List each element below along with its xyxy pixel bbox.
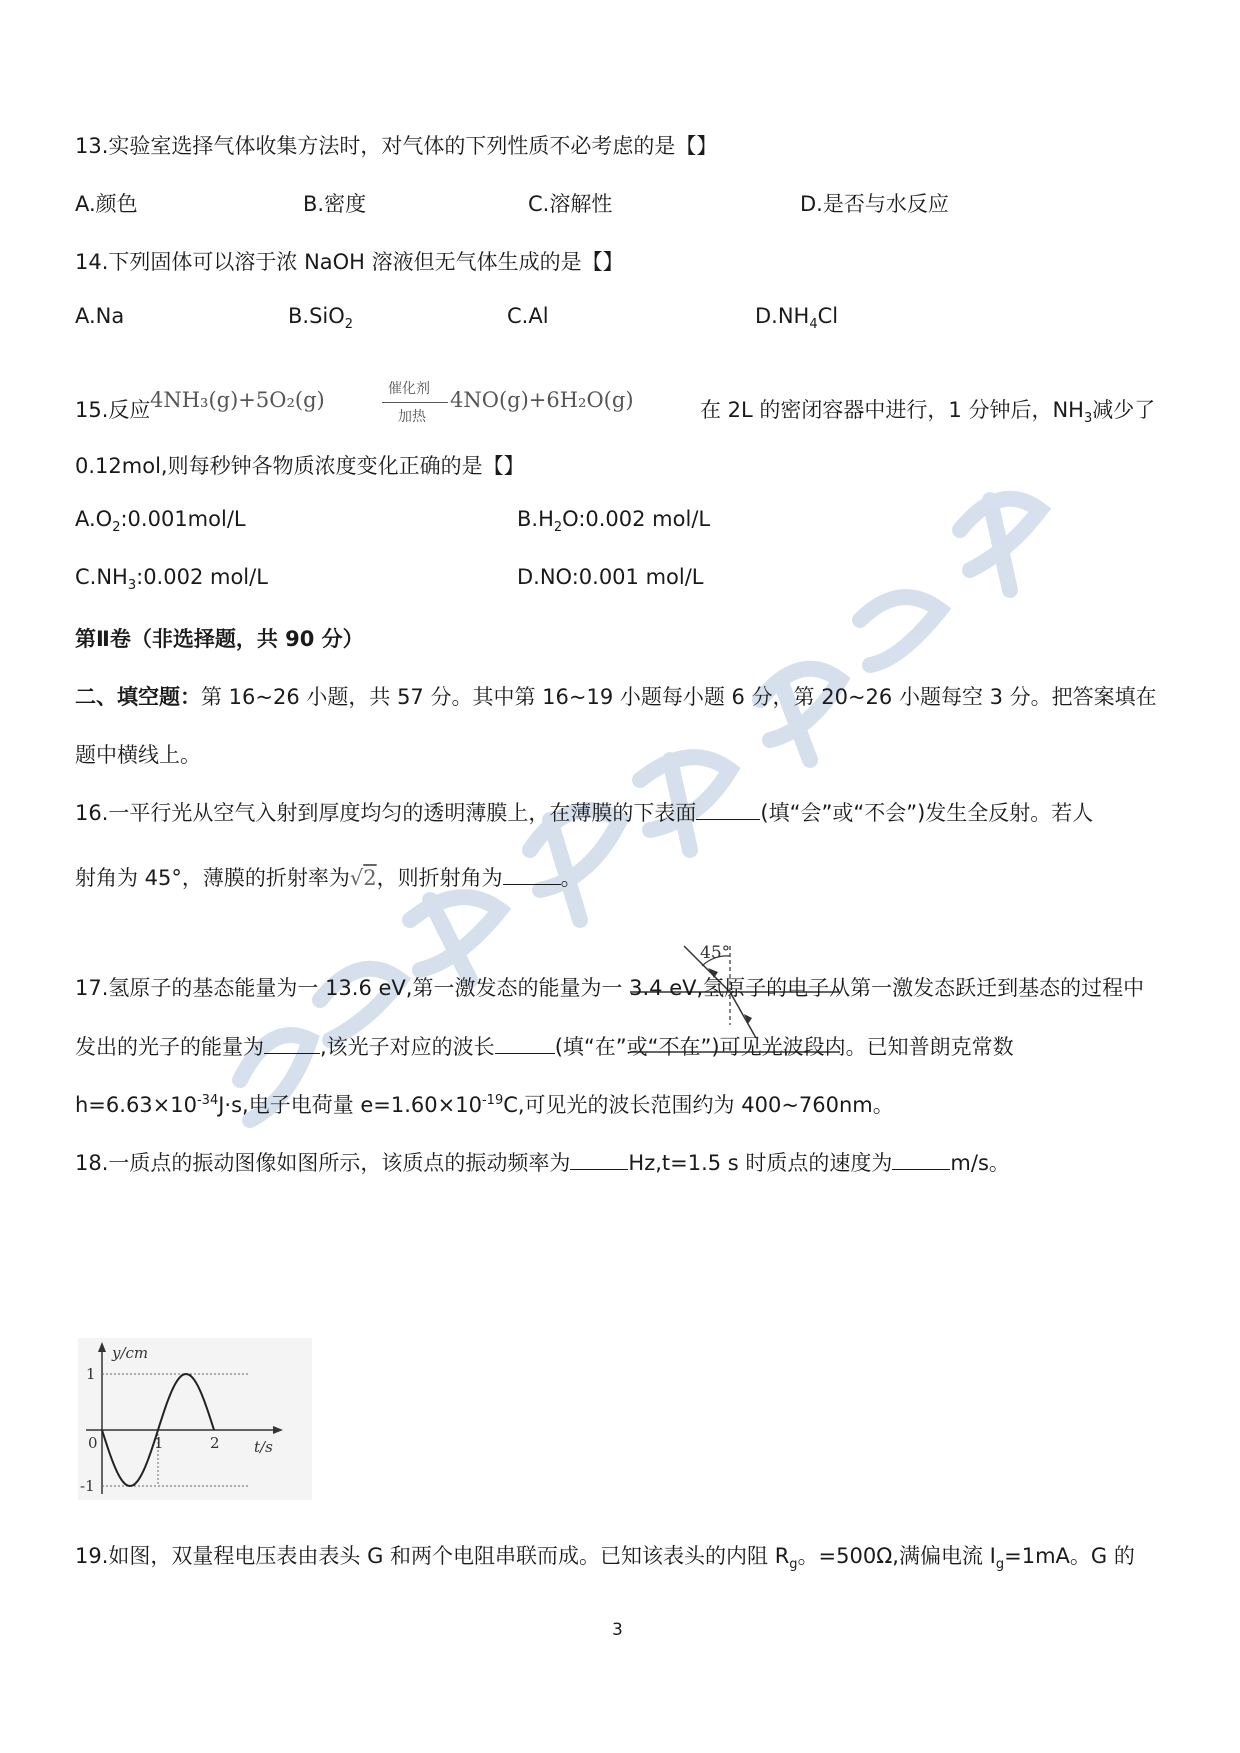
section2-intro: 二、填空题：第 16~26 小题，共 57 分。其中第 16~19 小题每小题 6 分，第 20~26 小题每空 3 分。把答案填在 [75, 685, 1157, 709]
q15-line2: 0.12mol,则每秒钟各物质浓度变化正确的是【】 [75, 454, 525, 478]
q15-option-a: $A.O_2:0.001mol/L$ [75, 507, 246, 536]
oscillation-chart [78, 1338, 312, 1500]
q17-line1: 17.氢原子的基态能量为一 13.6 eV,第一激发态的能量为一 3.4 eV,氢原子的电子从第一激发态跃迁到基态的过程中 [75, 976, 1145, 1000]
page-number: 3 [612, 1620, 623, 1640]
y-tick-1: 1 [86, 1365, 96, 1383]
q14-option-c: C.Al [507, 304, 549, 328]
q15-option-d: D.NO:0.001 mol/L [517, 565, 704, 589]
x-axis-label: t/s [254, 1438, 273, 1456]
q13-option-b: B.密度 [303, 192, 367, 216]
q14-option-b: B.SiO$_2$ [288, 304, 354, 333]
q13-option-d: D.是否与水反应 [800, 192, 949, 216]
q15-option-c: $C.NH_3:0.002$ mol/L [75, 565, 268, 594]
q15-equation-heat: 加热 [398, 409, 426, 425]
q15-prefix: 15.反应 [75, 398, 151, 422]
q15-equation-right: 4NO(g)+6H₂O(g) [450, 388, 634, 412]
q15-equation-catalyst: 催化剂 [388, 381, 430, 397]
q16-line1: 16.一平行光从空气入射到厚度均匀的透明薄膜上，在薄膜的下表面 (填“会”或“不会”)发生全反射。若人 [75, 801, 1094, 825]
x-tick-0: 0 [88, 1434, 98, 1452]
watermark [200, 380, 1100, 1200]
q13-option-c: C.溶解性 [528, 192, 613, 216]
q14-option-a: A.Na [75, 304, 125, 328]
x-tick-2: 2 [210, 1434, 220, 1452]
q15-equation-left: 4NH₃(g)+5O₂(g) [150, 388, 325, 412]
y-tick--1: -1 [80, 1477, 95, 1495]
q17-line2: 发出的光子的能量为 ,该光子对应的波长 (填“在”或“不在”)可见光波段内。已知普朗克常数 [75, 1035, 1014, 1059]
x-tick-1: 1 [154, 1434, 164, 1452]
q18-line: 18.一质点的振动图像如图所示，该质点的振动频率为 Hz,t=1.5 s 时质点的速度为 m/s。 [75, 1151, 1010, 1175]
q17-line3: $h=6.63\times 10^{-34}J\cdot s$,电子电荷量 $e=1.60\times 10^{-19}C$,可见光的波长范围约为 400~760nm。 [75, 1093, 894, 1117]
q19-line: 19.如图，双量程电压表由表头 G 和两个电阻串联而成。已知该表头的内阻 $R_g$。=500Ω,满偏电流 $I_g=1mA$。G 的 [75, 1544, 1135, 1573]
q14-stem: 14.下列固体可以溶于浓 NaOH 溶液但无气体生成的是【】 [75, 250, 624, 274]
q15-equation-arrow [382, 402, 448, 403]
q13-option-a: A.颜色 [75, 192, 138, 216]
section2-title: 第Ⅱ卷（非选择题，共 90 分） [75, 627, 364, 651]
y-axis-label: y/cm [112, 1344, 149, 1362]
q13-stem: 13.实验室选择气体收集方法时，对气体的下列性质不必考虑的是【】 [75, 134, 718, 158]
q15-option-b: $B.H_2O:0.002$ mol/L [517, 507, 711, 536]
q14-option-d: $D.NH_4Cl$ [755, 304, 839, 333]
q16-line2: 射角为 45°，薄膜的折射率为√2，则折射角为 。 [75, 866, 582, 890]
q15-suffix: 在 2L 的密闭容器中进行，1 分钟后，$NH_3$减少了 [700, 398, 1156, 427]
angle-label: 45° [700, 943, 731, 963]
section2-intro-line2: 题中横线上。 [75, 743, 201, 767]
